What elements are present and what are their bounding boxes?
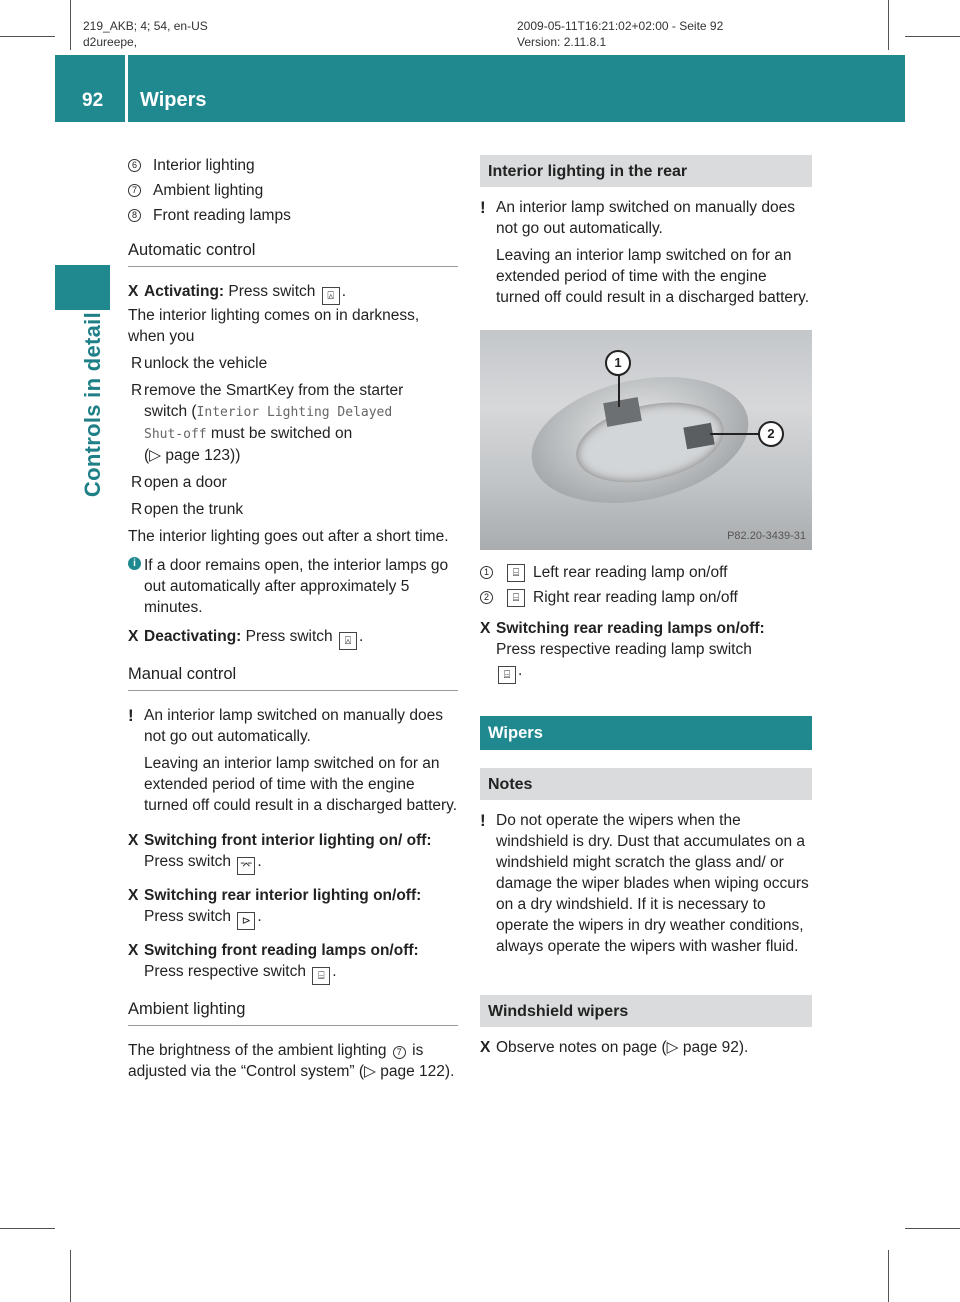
step-text: Press respective switch	[144, 963, 306, 980]
step-label: Activating:	[144, 283, 225, 300]
step-label: Switching front interior lighting on/ off:	[144, 832, 432, 849]
legend-item	[128, 155, 458, 176]
paragraph: The interior lighting goes out after a short time.	[128, 528, 449, 545]
step-observe	[480, 1037, 812, 1058]
warning-text: Leaving an interior lamp switched on for an extended period of time with the engine turned off could result in a discharged battery.	[144, 755, 458, 814]
auto-switch-icon: ⍓	[339, 632, 357, 650]
side-tab-bar	[55, 265, 110, 310]
step-marker-icon: X	[128, 887, 139, 904]
punctuation: .	[358, 628, 364, 645]
bullet-icon: R	[131, 355, 143, 372]
step-deactivating	[128, 626, 458, 650]
crop-mark	[70, 1250, 71, 1302]
step-front-interior	[128, 830, 458, 875]
reading-lamp-switch-icon: ⌸	[507, 589, 525, 607]
bullet-text: remove the SmartKey from the starter	[144, 382, 404, 399]
legend-label: Right rear reading lamp on/off	[533, 589, 738, 606]
legend-item	[480, 587, 812, 608]
punctuation: .	[257, 853, 262, 870]
crop-mark	[70, 0, 71, 50]
reading-lamp-switch-icon: ⌸	[507, 564, 525, 582]
step-marker-icon: X	[128, 832, 139, 849]
activating-description: The interior lighting comes on in darkness, when you	[128, 307, 420, 345]
warning-text: An interior lamp switched on manually does not go out automatically.	[496, 199, 795, 237]
step-text: Press switch	[228, 283, 316, 300]
callout-2-icon: 2	[758, 421, 784, 447]
warning-text: An interior lamp switched on manually does not go out automatically.	[144, 707, 443, 745]
section-heading-notes: Notes	[480, 768, 812, 800]
info-text: If a door remains open, the interior lamps go out automatically after approximately 5 minutes.	[144, 557, 449, 616]
warning-note	[480, 810, 812, 957]
section-heading-ambient: Ambient lighting	[128, 999, 458, 1026]
bullet-item	[128, 472, 458, 493]
step-rear-interior	[128, 885, 458, 930]
step-activating	[128, 281, 458, 305]
step-text: Press switch	[144, 853, 231, 870]
right-column	[480, 155, 812, 1068]
step-text: Press switch	[245, 628, 333, 645]
step-label: Switching front reading lamps on/off:	[144, 942, 419, 959]
crop-mark	[905, 36, 960, 37]
section-heading-automatic: Automatic control	[128, 240, 458, 267]
warning-note	[128, 753, 458, 816]
display-message: Interior Lighting Delayed	[196, 405, 393, 420]
side-tab-label: Controls in detail	[80, 312, 105, 498]
page-title: Wipers	[140, 89, 207, 111]
bullet-icon: R	[131, 474, 143, 491]
page-number: 92	[82, 90, 104, 111]
bullet-text: open the trunk	[144, 501, 244, 518]
auto-switch-icon: ⍓	[322, 287, 340, 305]
step-label: Switching rear interior lighting on/off:	[144, 887, 422, 904]
page-reference: (▷ page 123))	[144, 447, 241, 464]
legend-label: Left rear reading lamp on/off	[533, 564, 728, 581]
step-marker-icon: X	[128, 283, 139, 300]
bullet-text: must be switched on	[206, 425, 353, 442]
bullet-icon: R	[131, 382, 143, 399]
punctuation: .	[332, 963, 337, 980]
meta-right-line1: 2009-05-11T16:21:02+02:00 - Seite 92	[517, 19, 724, 33]
warning-icon: !	[480, 198, 486, 217]
bullet-item	[128, 499, 458, 520]
meta-left-line1: 219_AKB; 4; 54, en-US	[83, 19, 208, 33]
rear-reading-lamps-photo	[480, 330, 812, 550]
step-label: Switching rear reading lamps on/off:	[496, 620, 765, 637]
step-label: Deactivating:	[144, 628, 242, 645]
warning-note	[480, 245, 812, 308]
bullet-text: open a door	[144, 474, 227, 491]
section-heading-rear: Interior lighting in the rear	[480, 155, 812, 187]
bullet-icon: R	[131, 501, 143, 518]
bullet-text: unlock the vehicle	[144, 355, 268, 372]
legend-item	[128, 180, 458, 201]
punctuation: .	[341, 283, 347, 300]
section-heading-manual: Manual control	[128, 664, 458, 691]
callout-1-icon: 1	[605, 350, 631, 376]
step-marker-icon: X	[128, 942, 139, 959]
step-front-reading	[128, 940, 458, 985]
doc-meta-left	[83, 18, 208, 50]
warning-icon: !	[480, 811, 486, 830]
meta-right-line2: Version: 2.11.8.1	[517, 35, 607, 49]
legend-label: Interior lighting	[153, 157, 255, 174]
crop-mark	[0, 1228, 55, 1229]
legend-item	[128, 205, 458, 226]
step-rear-reading	[480, 618, 812, 684]
step-marker-icon: X	[128, 628, 139, 645]
warning-text: Leaving an interior lamp switched on for an extended period of time with the engine turned off could result in a discharged battery.	[496, 247, 810, 306]
crop-mark	[0, 36, 55, 37]
photo-code: P82.20-3439-31	[727, 530, 806, 542]
punctuation: .	[518, 662, 523, 679]
info-icon: i	[128, 557, 141, 570]
callout-line	[710, 433, 760, 435]
step-text: Observe notes on page (▷ page 92).	[496, 1039, 749, 1056]
rear-light-switch-icon: ⊳	[237, 912, 255, 930]
callout-number-icon: 7	[393, 1046, 406, 1059]
reading-lamp-switch-icon: ⌸	[498, 666, 516, 684]
callout-number-icon: 2	[480, 591, 493, 604]
callout-number-icon: 6	[128, 159, 141, 172]
info-note	[128, 555, 458, 618]
header-separator	[125, 55, 128, 122]
section-heading-windshield: Windshield wipers	[480, 995, 812, 1027]
doc-meta-right	[517, 18, 723, 50]
warning-text: Do not operate the wipers when the windshield is dry. Dust that accumulates on a windshield might scratch the glass and/ or damage the wiper blades when wiping occurs on a dry windshield. If it is necessary to operate the wipers in dry weather conditions, always operate the wipers with washer fluid.	[496, 812, 809, 955]
legend-label: Ambient lighting	[153, 182, 264, 199]
display-message: Shut-off	[144, 427, 207, 442]
paragraph-text: is adjusted via the “Control system” (▷ page 122).	[128, 1042, 455, 1080]
step-marker-icon: X	[480, 620, 491, 637]
crop-mark	[888, 1250, 889, 1302]
callout-line	[618, 375, 620, 407]
warning-icon: !	[128, 706, 134, 725]
front-light-switch-icon: ⌤	[237, 857, 255, 875]
legend-item	[480, 562, 812, 583]
callout-number-icon: 1	[480, 566, 493, 579]
warning-note	[128, 705, 458, 747]
callout-number-icon: 7	[128, 184, 141, 197]
warning-note	[480, 197, 812, 239]
legend-label: Front reading lamps	[153, 207, 291, 224]
bullet-continuation	[128, 401, 458, 466]
step-marker-icon: X	[480, 1039, 491, 1056]
reading-lamp-switch-icon: ⌸	[312, 967, 330, 985]
meta-left-line2: d2ureepe,	[83, 35, 138, 49]
crop-mark	[905, 1228, 960, 1229]
step-text: Press switch	[144, 908, 231, 925]
crop-mark	[888, 0, 889, 50]
step-text: Press respective reading lamp switch	[496, 641, 752, 658]
callout-number-icon: 8	[128, 209, 141, 222]
bullet-item	[128, 353, 458, 374]
section-heading-wipers: Wipers	[480, 716, 812, 750]
paragraph-text: The brightness of the ambient lighting	[128, 1042, 387, 1059]
bullet-item	[128, 380, 458, 401]
punctuation: .	[257, 908, 262, 925]
left-column	[128, 155, 458, 1088]
bullet-text: switch (	[144, 403, 197, 420]
ambient-paragraph	[128, 1040, 458, 1082]
